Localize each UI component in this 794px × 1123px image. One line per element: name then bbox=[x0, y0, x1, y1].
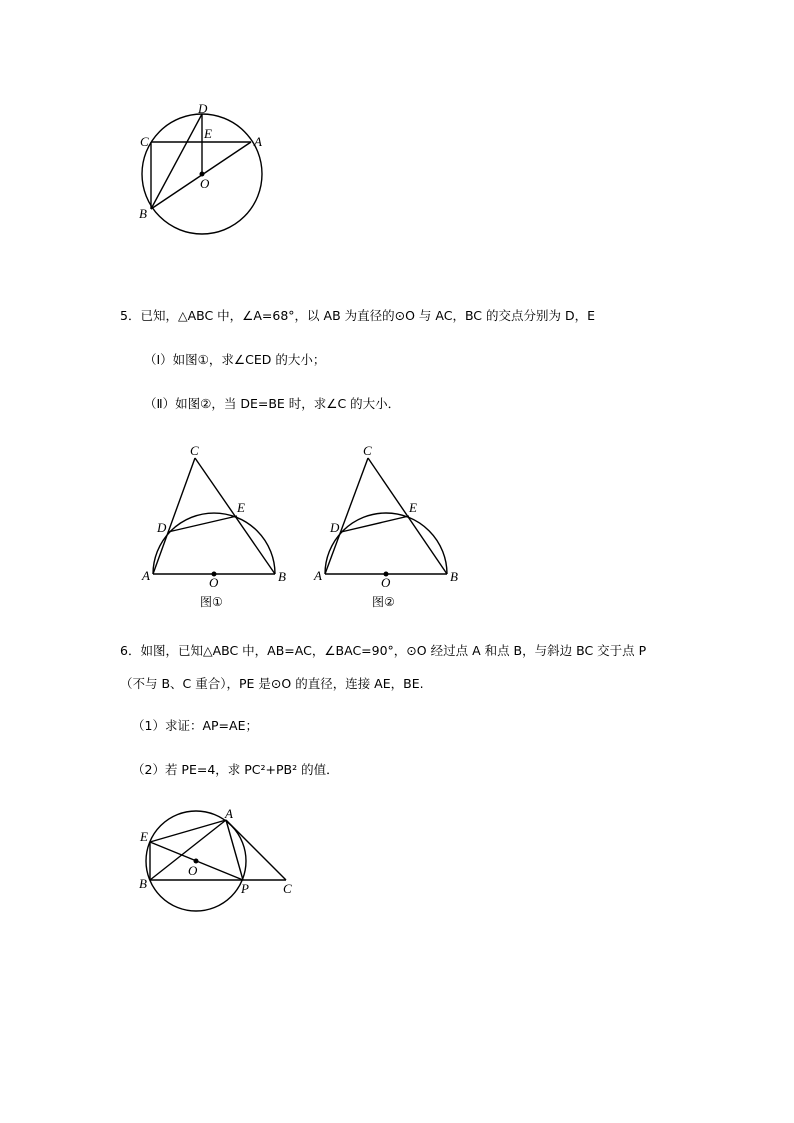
label-o: O bbox=[200, 176, 210, 191]
segment-ac-2 bbox=[325, 458, 368, 574]
caption-fig2: 图② bbox=[372, 595, 395, 609]
label-b-q6: B bbox=[139, 876, 147, 891]
label-o-1: O bbox=[209, 575, 219, 590]
q6-part2: （2）若 PE=4，求 PC²+PB² 的值． bbox=[132, 762, 339, 777]
label-e: E bbox=[204, 126, 212, 141]
q5-figures bbox=[0, 440, 794, 615]
q5-figures-svg bbox=[0, 440, 794, 615]
label-a-2: A bbox=[314, 568, 322, 583]
label-d-2: D bbox=[330, 520, 340, 535]
figure-2 bbox=[313, 443, 458, 609]
segment-bd bbox=[151, 114, 202, 209]
label-d-1: D bbox=[157, 520, 167, 535]
label-c-q6: C bbox=[283, 881, 292, 896]
label-a-1: A bbox=[142, 568, 150, 583]
semicircle-2 bbox=[325, 513, 447, 574]
label-o-2: O bbox=[381, 575, 391, 590]
label-a-q6: A bbox=[225, 806, 233, 821]
label-e-1: E bbox=[237, 500, 245, 515]
caption-fig1: 图① bbox=[200, 595, 223, 609]
segment-ac-1 bbox=[153, 458, 195, 574]
figure-top-svg bbox=[0, 0, 794, 260]
label-b-1: B bbox=[278, 569, 286, 584]
q6-stem-line2: （不与 B、C 重合），PE 是⊙O 的直径，连接 AE，BE. bbox=[120, 676, 424, 691]
label-e-2: E bbox=[409, 500, 417, 515]
label-b: B bbox=[139, 206, 147, 221]
label-a: A bbox=[254, 134, 262, 149]
label-c: C bbox=[140, 134, 149, 149]
label-c-1: C bbox=[190, 443, 199, 458]
label-o-q6: O bbox=[188, 863, 198, 878]
q6-figure bbox=[0, 800, 794, 920]
segment-ea bbox=[150, 820, 226, 842]
label-e-q6: E bbox=[140, 829, 148, 844]
figure-1 bbox=[141, 443, 286, 609]
q5-part1: （Ⅰ）如图①，求∠CED 的大小； bbox=[144, 352, 326, 367]
q5-part2: （Ⅱ）如图②，当 DE=BE 时，求∠C 的大小． bbox=[144, 396, 401, 411]
label-c-2: C bbox=[363, 443, 372, 458]
q6-part1: （1）求证：AP=AE； bbox=[132, 718, 258, 733]
figure-top bbox=[0, 0, 794, 260]
label-p-q6: P bbox=[241, 881, 249, 896]
q6-figure-svg bbox=[0, 800, 794, 920]
q5-stem: 5．已知，△ABC 中，∠A=68°，以 AB 为直径的⊙O 与 AC，BC 的交点分别为 D，E bbox=[120, 308, 596, 323]
label-b-2: B bbox=[450, 569, 458, 584]
label-d: D bbox=[198, 101, 208, 116]
q6-stem-line1: 6．如图，已知△ABC 中，AB=AC，∠BAC=90°，⊙O 经过点 A 和点 B，与斜边 BC 交于点 P bbox=[120, 643, 647, 658]
